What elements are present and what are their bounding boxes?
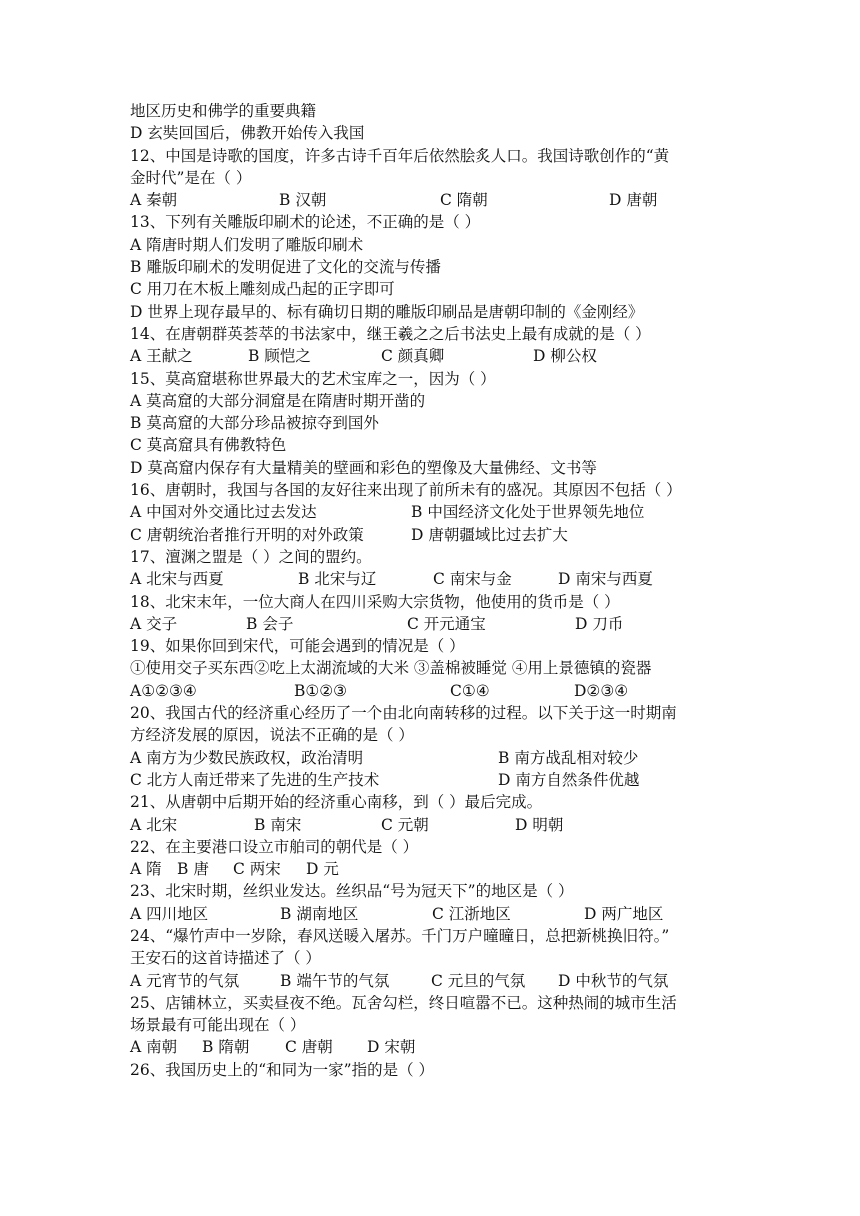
options-row: [130, 189, 750, 211]
option-d: D 宋朝: [367, 1038, 416, 1057]
option-d: D 南宋与西夏: [558, 570, 653, 589]
text-line: D 莫高窟内保存有大量精美的壁画和彩色的塑像及大量佛经、文书等: [130, 458, 597, 477]
option-d: D 唐朝疆域比过去扩大: [411, 525, 568, 544]
option-c: C 元朝: [381, 815, 429, 834]
question-21: 21、从唐朝中后期开始的经济重心南移，到（ ）最后完成。: [130, 793, 543, 812]
option-d: D 刀币: [575, 614, 624, 633]
options-row: [130, 747, 750, 769]
option-c: C 唐朝: [285, 1038, 333, 1057]
question-20: 20、我国古代的经济重心经历了一个由北向南转移的过程。以下关于这一时期南: [130, 704, 677, 723]
option-b: B 唐: [177, 860, 209, 879]
option-b: B 湖南地区: [280, 904, 359, 923]
options-row: [130, 814, 750, 836]
options-row: [130, 680, 750, 702]
text-line: ①使用交子买东西②吃上太湖流域的大米 ③盖棉被睡觉 ④用上景德镇的瓷器: [130, 659, 652, 678]
option-c: C 隋朝: [440, 191, 488, 210]
option-a: A 北宋: [130, 815, 178, 834]
option-a: A①②③④: [130, 681, 197, 700]
option-b: B 会子: [246, 614, 294, 633]
option-a: A 隋: [130, 860, 162, 879]
option-d: D 南方自然条件优越: [498, 770, 640, 789]
option-a: A 王献之: [130, 347, 193, 366]
option-b: B①②③: [294, 681, 348, 700]
question-23: 23、北宋时期，丝织业发达。丝织品“号为冠天下”的地区是（ ）: [130, 882, 574, 901]
question-22: 22、在主要港口设立市舶司的朝代是（ ）: [130, 837, 419, 856]
option-b: B 端午节的气氛: [280, 971, 390, 990]
option-c: C 开元通宝: [407, 614, 486, 633]
option-b: B 汉朝: [279, 191, 327, 210]
option-a: A 秦朝: [130, 191, 178, 210]
options-row: [130, 903, 750, 925]
text-line: 金时代”是在（ ）: [130, 168, 252, 187]
question-17: 17、澶渊之盟是（ ）之间的盟约。: [130, 547, 372, 566]
option-a: A 交子: [130, 614, 178, 633]
text-line: D 玄奘回国后，佛教开始传入我国: [130, 124, 365, 143]
option-d: D 唐朝: [609, 191, 658, 210]
option-a: A 北宋与西夏: [130, 570, 224, 589]
option-d: D②③④: [574, 681, 629, 700]
options-row: [130, 524, 750, 546]
option-d: D 元: [306, 860, 339, 879]
option-c: C 唐朝统治者推行开明的对外政策: [130, 525, 364, 544]
option-b: B 顾恺之: [248, 347, 311, 366]
option-a: A 中国对外交通比过去发达: [130, 503, 317, 522]
options-row: [130, 613, 750, 635]
option-c: C 北方人南迁带来了先进的生产技术: [130, 770, 380, 789]
options-row: [130, 769, 750, 791]
option-c: C 两宋: [233, 860, 281, 879]
option-b: B 南方战乱相对较少: [498, 748, 639, 767]
option-c: C①④: [450, 681, 490, 700]
question-12: 12、中国是诗歌的国度，许多古诗千百年后依然脍炙人口。我国诗歌创作的“黄: [130, 146, 670, 165]
options-row: [130, 568, 750, 590]
text-line: B 莫高窟的大部分珍品被掠夺到国外: [130, 414, 379, 433]
text-line: 地区历史和佛学的重要典籍: [130, 102, 317, 120]
text-line: 方经济发展的原因，说法不正确的是（ ）: [130, 726, 414, 745]
option-d: D 明朝: [515, 815, 564, 834]
text-line: B 雕版印刷术的发明促进了文化的交流与传播: [130, 258, 441, 277]
options-row: [130, 1036, 750, 1058]
question-26: 26、我国历史上的“和同为一家”指的是（ ）: [130, 1060, 434, 1079]
text-line: C 莫高窟具有佛教特色: [130, 436, 287, 455]
option-c: C 元旦的气氛: [431, 971, 526, 990]
option-c: C 颜真卿: [381, 347, 445, 366]
text-line: 王安石的这首诗描述了（ ）: [130, 949, 321, 968]
option-a: A 四川地区: [130, 904, 209, 923]
question-14: 14、在唐朝群英荟萃的书法家中，继王羲之之后书法史上最有成就的是（ ）: [130, 324, 651, 343]
text-line: A 隋唐时期人们发明了雕版印刷术: [130, 235, 364, 254]
options-row: [130, 858, 750, 880]
options-row: [130, 501, 750, 523]
question-19: 19、如果你回到宋代，可能会遇到的情况是（ ）: [130, 637, 465, 656]
option-b: B 北宋与辽: [298, 570, 377, 589]
question-24: 24、“爆竹声中一岁除，春风送暖入屠苏。千门万户曈曈日，总把新桃换旧符。”: [130, 926, 670, 945]
option-b: B 隋朝: [202, 1038, 250, 1057]
option-b: B 中国经济文化处于世界领先地位: [411, 503, 645, 522]
options-row: [130, 345, 750, 367]
text-line: 场景最有可能出现在（ ）: [130, 1016, 306, 1035]
option-c: C 江浙地区: [432, 904, 511, 923]
question-25: 25、店铺林立，买卖昼夜不绝。瓦舍勾栏，终日喧嚣不已。这种热闹的城市生活: [130, 993, 677, 1012]
text-line: A 莫高窟的大部分洞窟是在隋唐时期开凿的: [130, 391, 426, 410]
question-13: 13、下列有关雕版印刷术的论述，不正确的是（ ）: [130, 213, 481, 232]
option-b: B 南宋: [254, 815, 302, 834]
text-line: C 用刀在木板上雕刻成凸起的正字即可: [130, 280, 395, 299]
option-a: A 元宵节的气氛: [130, 971, 240, 990]
option-d: D 柳公权: [533, 347, 597, 366]
question-18: 18、北宋末年，一位大商人在四川采购大宗货物，他使用的货币是（ ）: [130, 592, 620, 611]
option-d: D 两广地区: [584, 904, 664, 923]
option-a: A 南方为少数民族政权，政治清明: [130, 748, 364, 767]
document-page: [130, 100, 750, 1081]
option-a: A 南朝: [130, 1038, 178, 1057]
option-d: D 中秋节的气氛: [558, 971, 669, 990]
option-c: C 南宋与金: [433, 570, 512, 589]
question-15: 15、莫高窟堪称世界最大的艺术宝库之一，因为（ ）: [130, 369, 496, 388]
question-16: 16、唐朝时，我国与各国的友好往来出现了前所未有的盛况。其原因不包括（ ）: [130, 481, 682, 500]
text-line: D 世界上现存最早的、标有确切日期的雕版印刷品是唐朝印制的《金刚经》: [130, 302, 644, 321]
options-row: [130, 970, 750, 992]
